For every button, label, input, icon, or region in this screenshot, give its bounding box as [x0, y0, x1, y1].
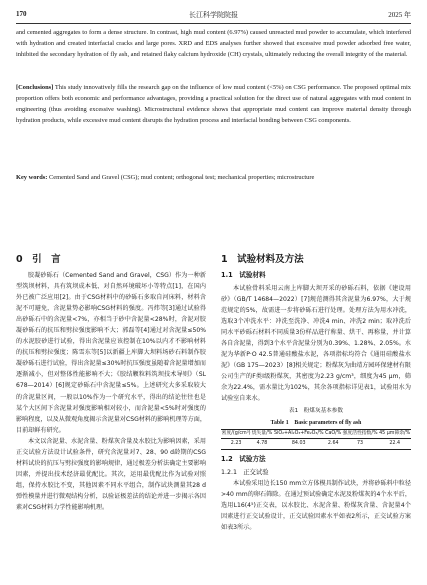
- conclusions-text: This study innovatively fills the research gap on the influence of low mud content (<5%) on CSG performance. The proposed optimal mix proportion offers both economic and performance advantages, providing a practical solution for the direct use of natural aggregates with mud content in engineering (thus avoiding excessive washing). Microstructural evidence shows that appropriate mud content can improve material density through hydration products, while excessive mud content disrupts the hydration process and interfacial bonding between CSG components.: [16, 84, 411, 124]
- table-cell: 84.03: [273, 439, 325, 450]
- keywords-text: Cemented Sand and Gravel (CSG); mud content; orthogonal test; mechanical properties; microstructure: [49, 174, 315, 181]
- table-row: [221, 439, 411, 450]
- section-1-2-heading: 1.2 试验方法: [221, 455, 266, 464]
- journal-name: 长江科学院院报: [189, 11, 238, 19]
- table-header-cell: CaO/%: [325, 430, 342, 439]
- left-column: [16, 253, 206, 513]
- conclusions-label: [Conclusions]: [16, 84, 54, 91]
- intro-paragraph-1: 胶凝砂砾石（Cemented Sand and Gravel，CSG）作为一种新型筑坝材料，具有筑坝成本低、对自然环境破坏小等特点[1]，在国内外已被广泛应用[2]。由于CSG材料中的砂砾石多取自河床料，材料含泥不可避免，含泥量势必影响CSG材料的强度。冯炜等[3]通过试验得出砂砾石中的含泥量<7%，亦相当于砂中含泥量<28%时，含泥对胶凝砂砾石的抗压和劈拉强度影响不大；郭磊等[4]通过对含泥量≤50%的水泥胶砂进行试验，得出含泥量应该控制在10%以内才不影响材料的抗压和劈拉强度；陈雪东等[5]以新疆上库脚大坝料场砂石料制作胶凝砂砾石进行试验，得出含泥量≤30%时抗压强度虽随着含泥量增加而逐渐减小，但对整体性能影响不大；《胶结颗粒料筑坝技术导则》（SL 678—2014）[6]规定砂砾石中含泥量≤5%。上述研究大多采取较大的含泥量区间，一般以10%作为一个研究水平，得出的结论往往也是某个大区间下含泥量对强度影响相对较小，而含泥量<5%时对强度的影响程度，以及从微观角度揭示含泥量对CSG材料的影响机理等方面，目前却鲜有研究。: [16, 272, 206, 434]
- table-header-cell: 45 μm筛余/%: [378, 430, 411, 439]
- table-cell: 2.23: [221, 439, 251, 450]
- page-number: 170: [16, 10, 27, 18]
- table-cell: 73: [342, 439, 379, 450]
- keywords-label: Key words:: [16, 174, 48, 181]
- right-column: [221, 253, 411, 533]
- running-header: [16, 10, 411, 20]
- table-header-cell: 烧失量/%: [251, 430, 273, 439]
- abstract-continuation: and cemented aggregates to form a dense structure. In contrast, high mud content (6.97%) caused unreacted mud powder to accumulate, which interfered with hydration and created interfacial cracks and large pores. XRD and EDS analyses further showed that excessive mud powder adsorbed free water, inhibited the secondary hydration of fly ash, and retained flaky calcium hydroxide (CH) crystals, ultimately reducing the overall integrity of the material.: [16, 29, 411, 58]
- table-cell: 22.4: [378, 439, 411, 450]
- abstract-conclusions: [16, 82, 411, 126]
- header-rule: [16, 23, 411, 24]
- orthogonal-test-paragraph: 本试验采用边长150 mm立方体模具制作试块，并将砂砾料中粒径>40 mm的卵石筛除。在通过预试验确定水泥及粉煤灰的4个水平后，选用L16(4⁵)正交表，以水胶比、水泥含量、粉煤灰含量、含泥量4个因素进行正交试验设计，正交试验因素水平如表2所示，正交试验方案如表3所示。: [221, 479, 411, 531]
- table-header-cell: SiO₂+Al₂O₃+Fe₂O₃/%: [273, 430, 325, 439]
- table-cell: 4.78: [251, 439, 273, 450]
- keywords-en: [16, 172, 411, 183]
- section-1-2-1-heading: 1.2.1 正交试验: [221, 468, 269, 476]
- table-header-cell: 强度活性指数/%: [342, 430, 379, 439]
- table-1-caption-cn: 表1 粉煤灰基本参数: [289, 408, 343, 415]
- header-year: 2025 年: [388, 11, 411, 19]
- methods-heading: 1 试验材料及方法: [221, 254, 304, 265]
- table-1-caption-en: Table 1 Basic parameters of fly ash: [270, 419, 362, 426]
- materials-paragraph: 本试验骨料采用云南上库脚大坝开采的砂砾石料，依据《建设用砂》（GB/T 14684—2022）[7]规范测得其含泥量为6.97%，大于规范规定的5%，故需进一步将砂砾石进行处理。处理方法为用水冲洗，选取3个冲洗水平：冲洗至洗净、冲洗4 min、冲洗2 min；取冲洗后同水平砂砾石材料不同质量3份样品进行称量、烘干、再称量，并计算各自含泥量，得到3个水平含泥量分别为0.39%、1.28%、2.05%。水泥为华新P·O 42.5普通硅酸盐水泥，各项指标均符合《通用硅酸盐水泥》（GB 175—2023）[8]相关规定；粉煤灰为曲靖方园环保建材有限公司生产的F类Ⅰ级粉煤灰，其密度为2.23 g/cm³，细度为45 μm，筛余为22.4%，需水量比为102%，其余各项指标详见表1，试验用水为试验室自来水。: [221, 284, 411, 402]
- table-header-cell: 密度/(g/cm³): [221, 430, 251, 439]
- section-1-1-heading: 1.1 试验材料: [221, 271, 266, 279]
- fly-ash-table: [221, 429, 411, 450]
- intro-heading: 0 引 言: [16, 254, 61, 265]
- table-cell: 2.64: [325, 439, 342, 450]
- table-header-row: [221, 430, 411, 439]
- intro-paragraph-2: 本文以含泥量、水泥含量、粉煤灰含量及水胶比为影响因素，采用正交试验方法设计试验条件，研究含泥量对7、28、90 d龄期的CSG材料试块的抗压与劈拉强度的影响规律，通过极差分析法确定主要影响因素，并提出技术经济最优配比。其次，运用最优配比作为试验对照组，保持水胶比不变，其他因素不同水平组合，制作试块测量其28 d弹性模量并进行微观结构分析，以验证极差法的结论并进一步揭示各因素对CSG材料力学性能影响机理。: [16, 437, 206, 511]
